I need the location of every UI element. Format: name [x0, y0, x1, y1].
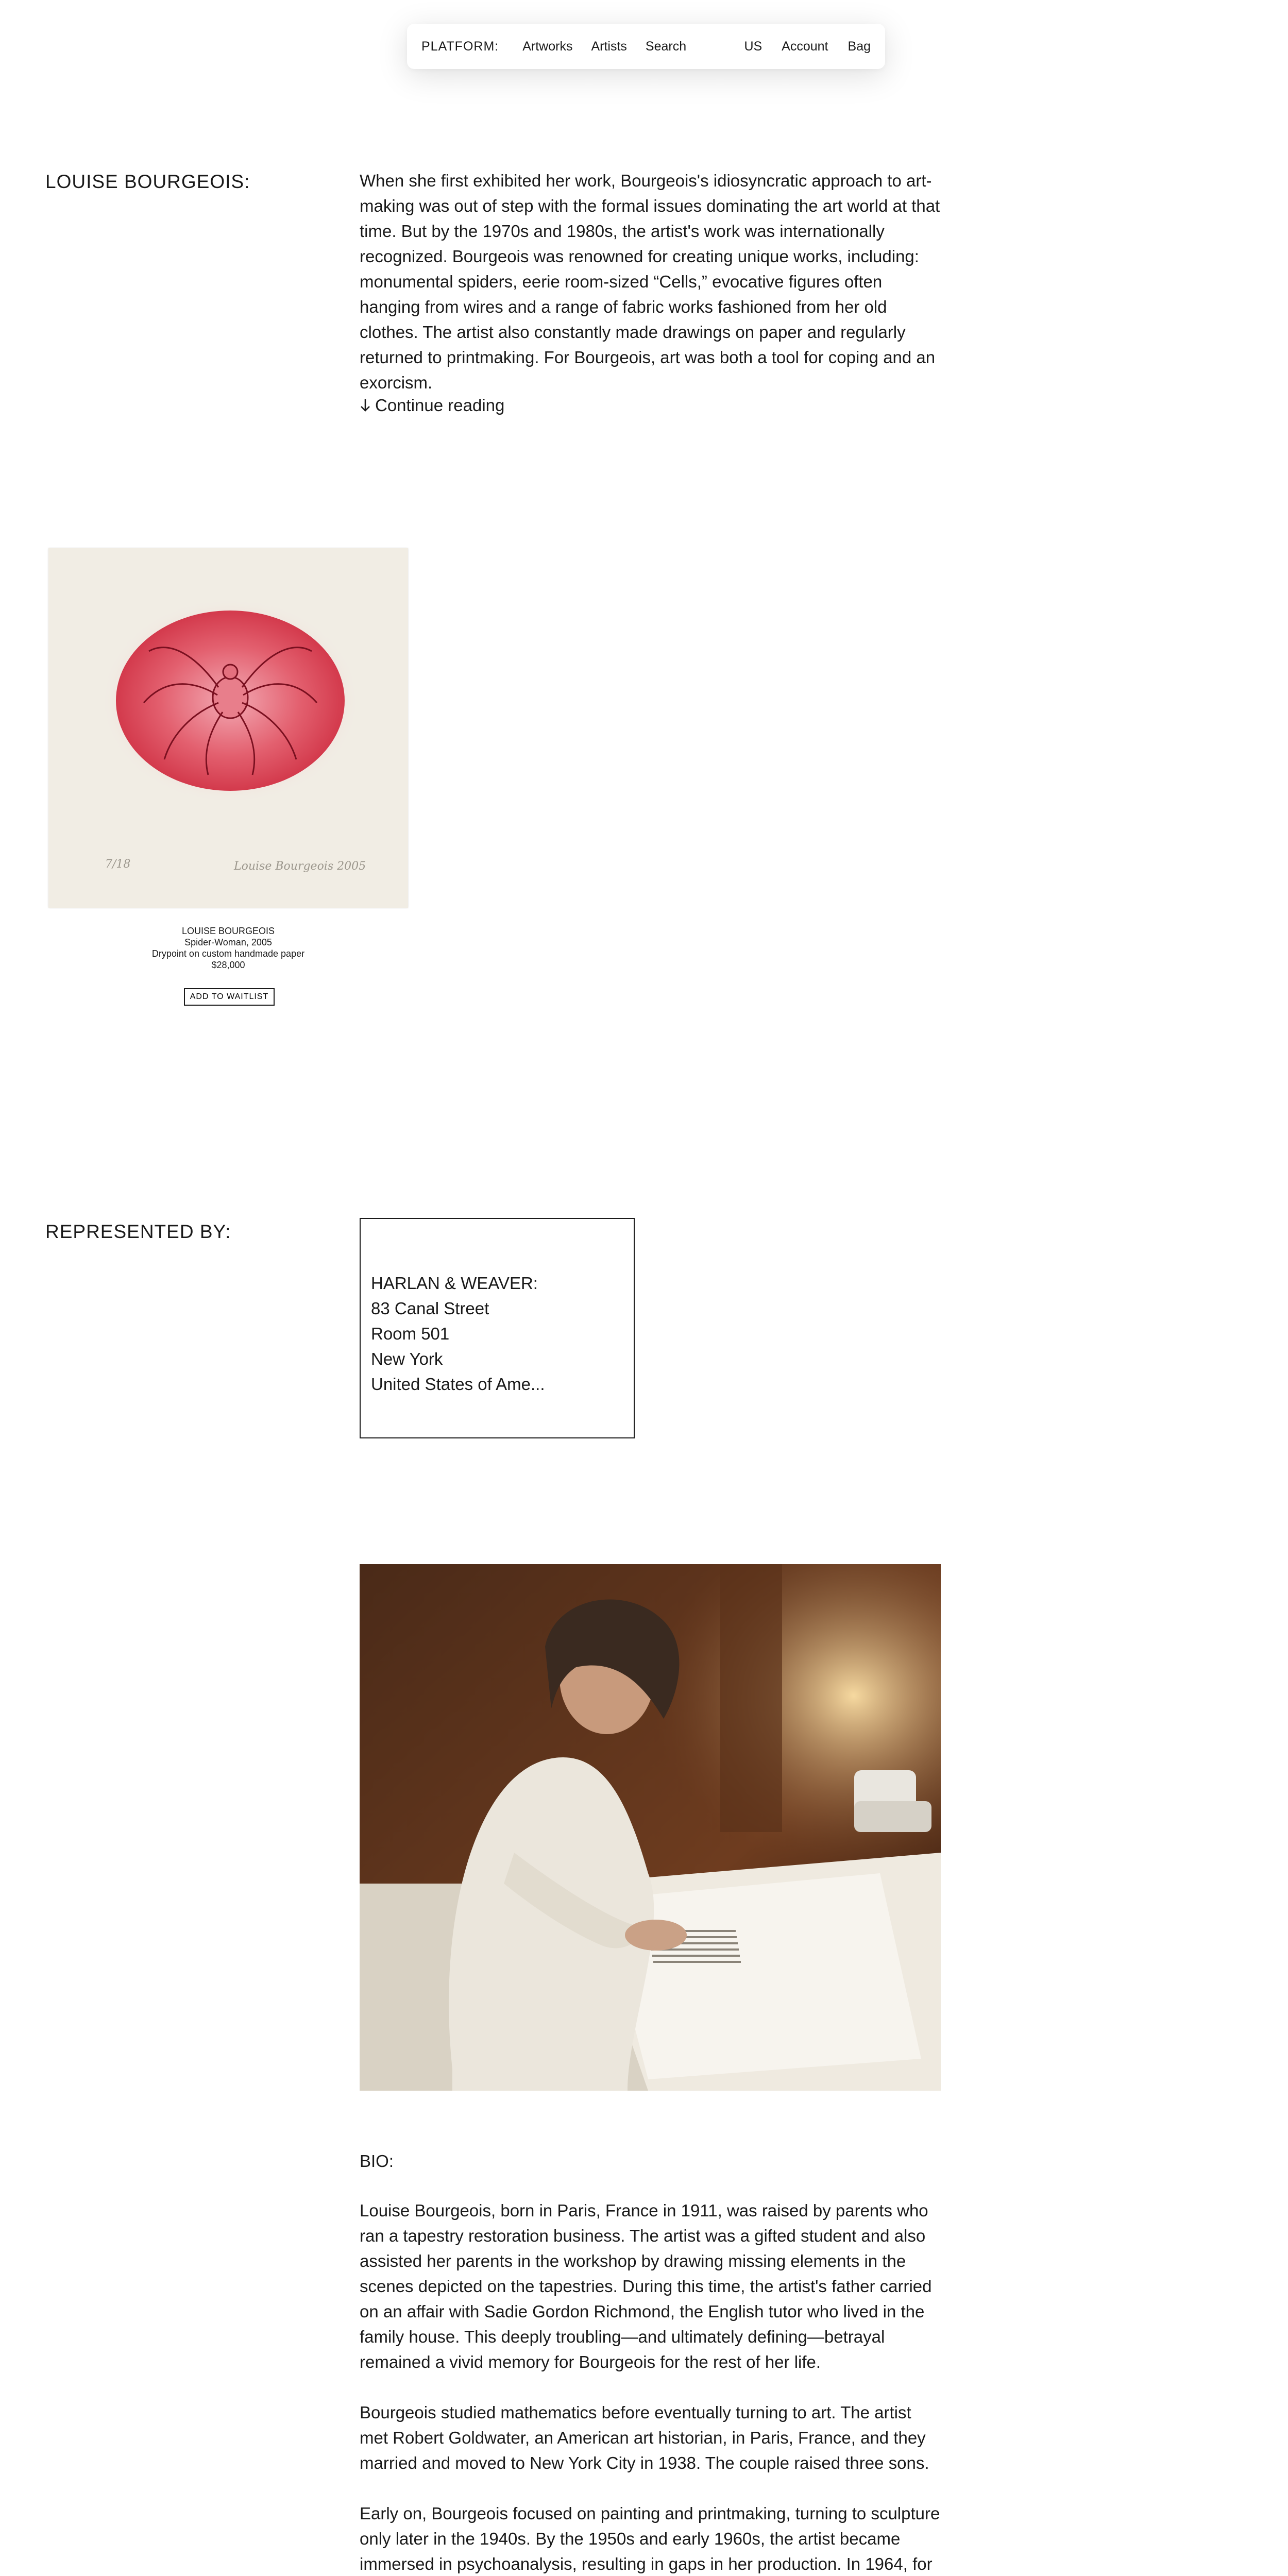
platform-logo[interactable]: PLATFORM: [421, 39, 499, 54]
add-to-waitlist-button[interactable]: ADD TO WAITLIST [184, 988, 275, 1006]
edition-mark: 7/18 [105, 858, 131, 871]
artwork-artist: LOUISE BOURGEOIS [181, 926, 275, 936]
arrow-down-icon [360, 398, 371, 413]
bio-heading: BIO: [360, 2151, 394, 2171]
spider-woman-print [48, 548, 408, 908]
bio-paragraph: Bourgeois studied mathematics before eventually turning to art. The artist met Robert Goldwater, an American art historian, in Paris, France, and they married and moved to New York City in 1938. The couple raised three sons. [360, 2403, 929, 2472]
artist-name-heading: LOUISE BOURGEOIS: [45, 171, 250, 192]
nav-region[interactable]: US [744, 39, 762, 54]
artist-intro-text: When she first exhibited her work, Bourgeois's idiosyncratic approach to art-making was out of step with the formal issues dominating the art world at that time. But by the 1970s and 1980s, the artist's work was internationally recognized. Bourgeois was renowned for creating unique works, including: monumental spiders, eerie room-sized “Cells,” evocative figures often hanging from wires and a range of fabric works fashioned from her old clothes. The artist also constantly made drawings on paper and regularly returned to printmaking. For Bourgeois, art was both a tool for coping and an exorcism. [360, 171, 940, 392]
artwork-title: Spider-Woman, 2005 [184, 937, 272, 947]
bio-paragraph: Early on, Bourgeois focused on painting and printmaking, turning to sculpture only later in the 1940s. By the 1950s and early 1960s, the artist became immersed in psychoanalysis, resulting in gaps in her production. In 1964, for [360, 2504, 940, 2573]
bio-paragraph: Louise Bourgeois, born in Paris, France in 1911, was raised by parents who ran a tapestry restoration business. The artist was a gifted student and also assisted her parents in the workshop by drawing missing elements in the scenes depicted on the tapestries. During this time, the artist's father carried on an affair with Sadie Gordon Richmond, the English tutor who lived in the family house. This deeply troubling—and ultimately defining—betrayal remained a vivid memory for Bourgeois for the rest of her life. [360, 2201, 932, 2371]
continue-reading-link[interactable] [360, 396, 504, 415]
nav-artists[interactable]: Artists [591, 39, 627, 54]
gallery-city: New York [371, 1349, 443, 1368]
gallery-address-line: 83 Canal Street [371, 1299, 489, 1318]
top-nav [407, 24, 885, 69]
continue-reading-label: Continue reading [375, 396, 505, 415]
artwork-image[interactable] [48, 548, 408, 908]
gallery-name: HARLAN & WEAVER: [371, 1274, 538, 1293]
artist-portrait-photo [360, 1564, 941, 2091]
nav-artworks[interactable]: Artworks [522, 39, 573, 54]
artist-signature: Louise Bourgeois 2005 [234, 860, 366, 873]
represented-by-heading: REPRESENTED BY: [45, 1221, 231, 1242]
artist-drawing-photo [360, 1564, 941, 2091]
nav-account[interactable]: Account [782, 39, 828, 54]
gallery-country: United States of Ame... [371, 1375, 545, 1394]
gallery-card[interactable] [360, 1218, 635, 1438]
nav-search[interactable]: Search [645, 39, 687, 54]
artwork-medium: Drypoint on custom handmade paper [151, 948, 305, 959]
bio-text [360, 2198, 942, 2576]
gallery-address-line: Room 501 [371, 1324, 450, 1343]
artwork-price: $28,000 [211, 960, 245, 970]
nav-bag[interactable]: Bag [848, 39, 871, 54]
